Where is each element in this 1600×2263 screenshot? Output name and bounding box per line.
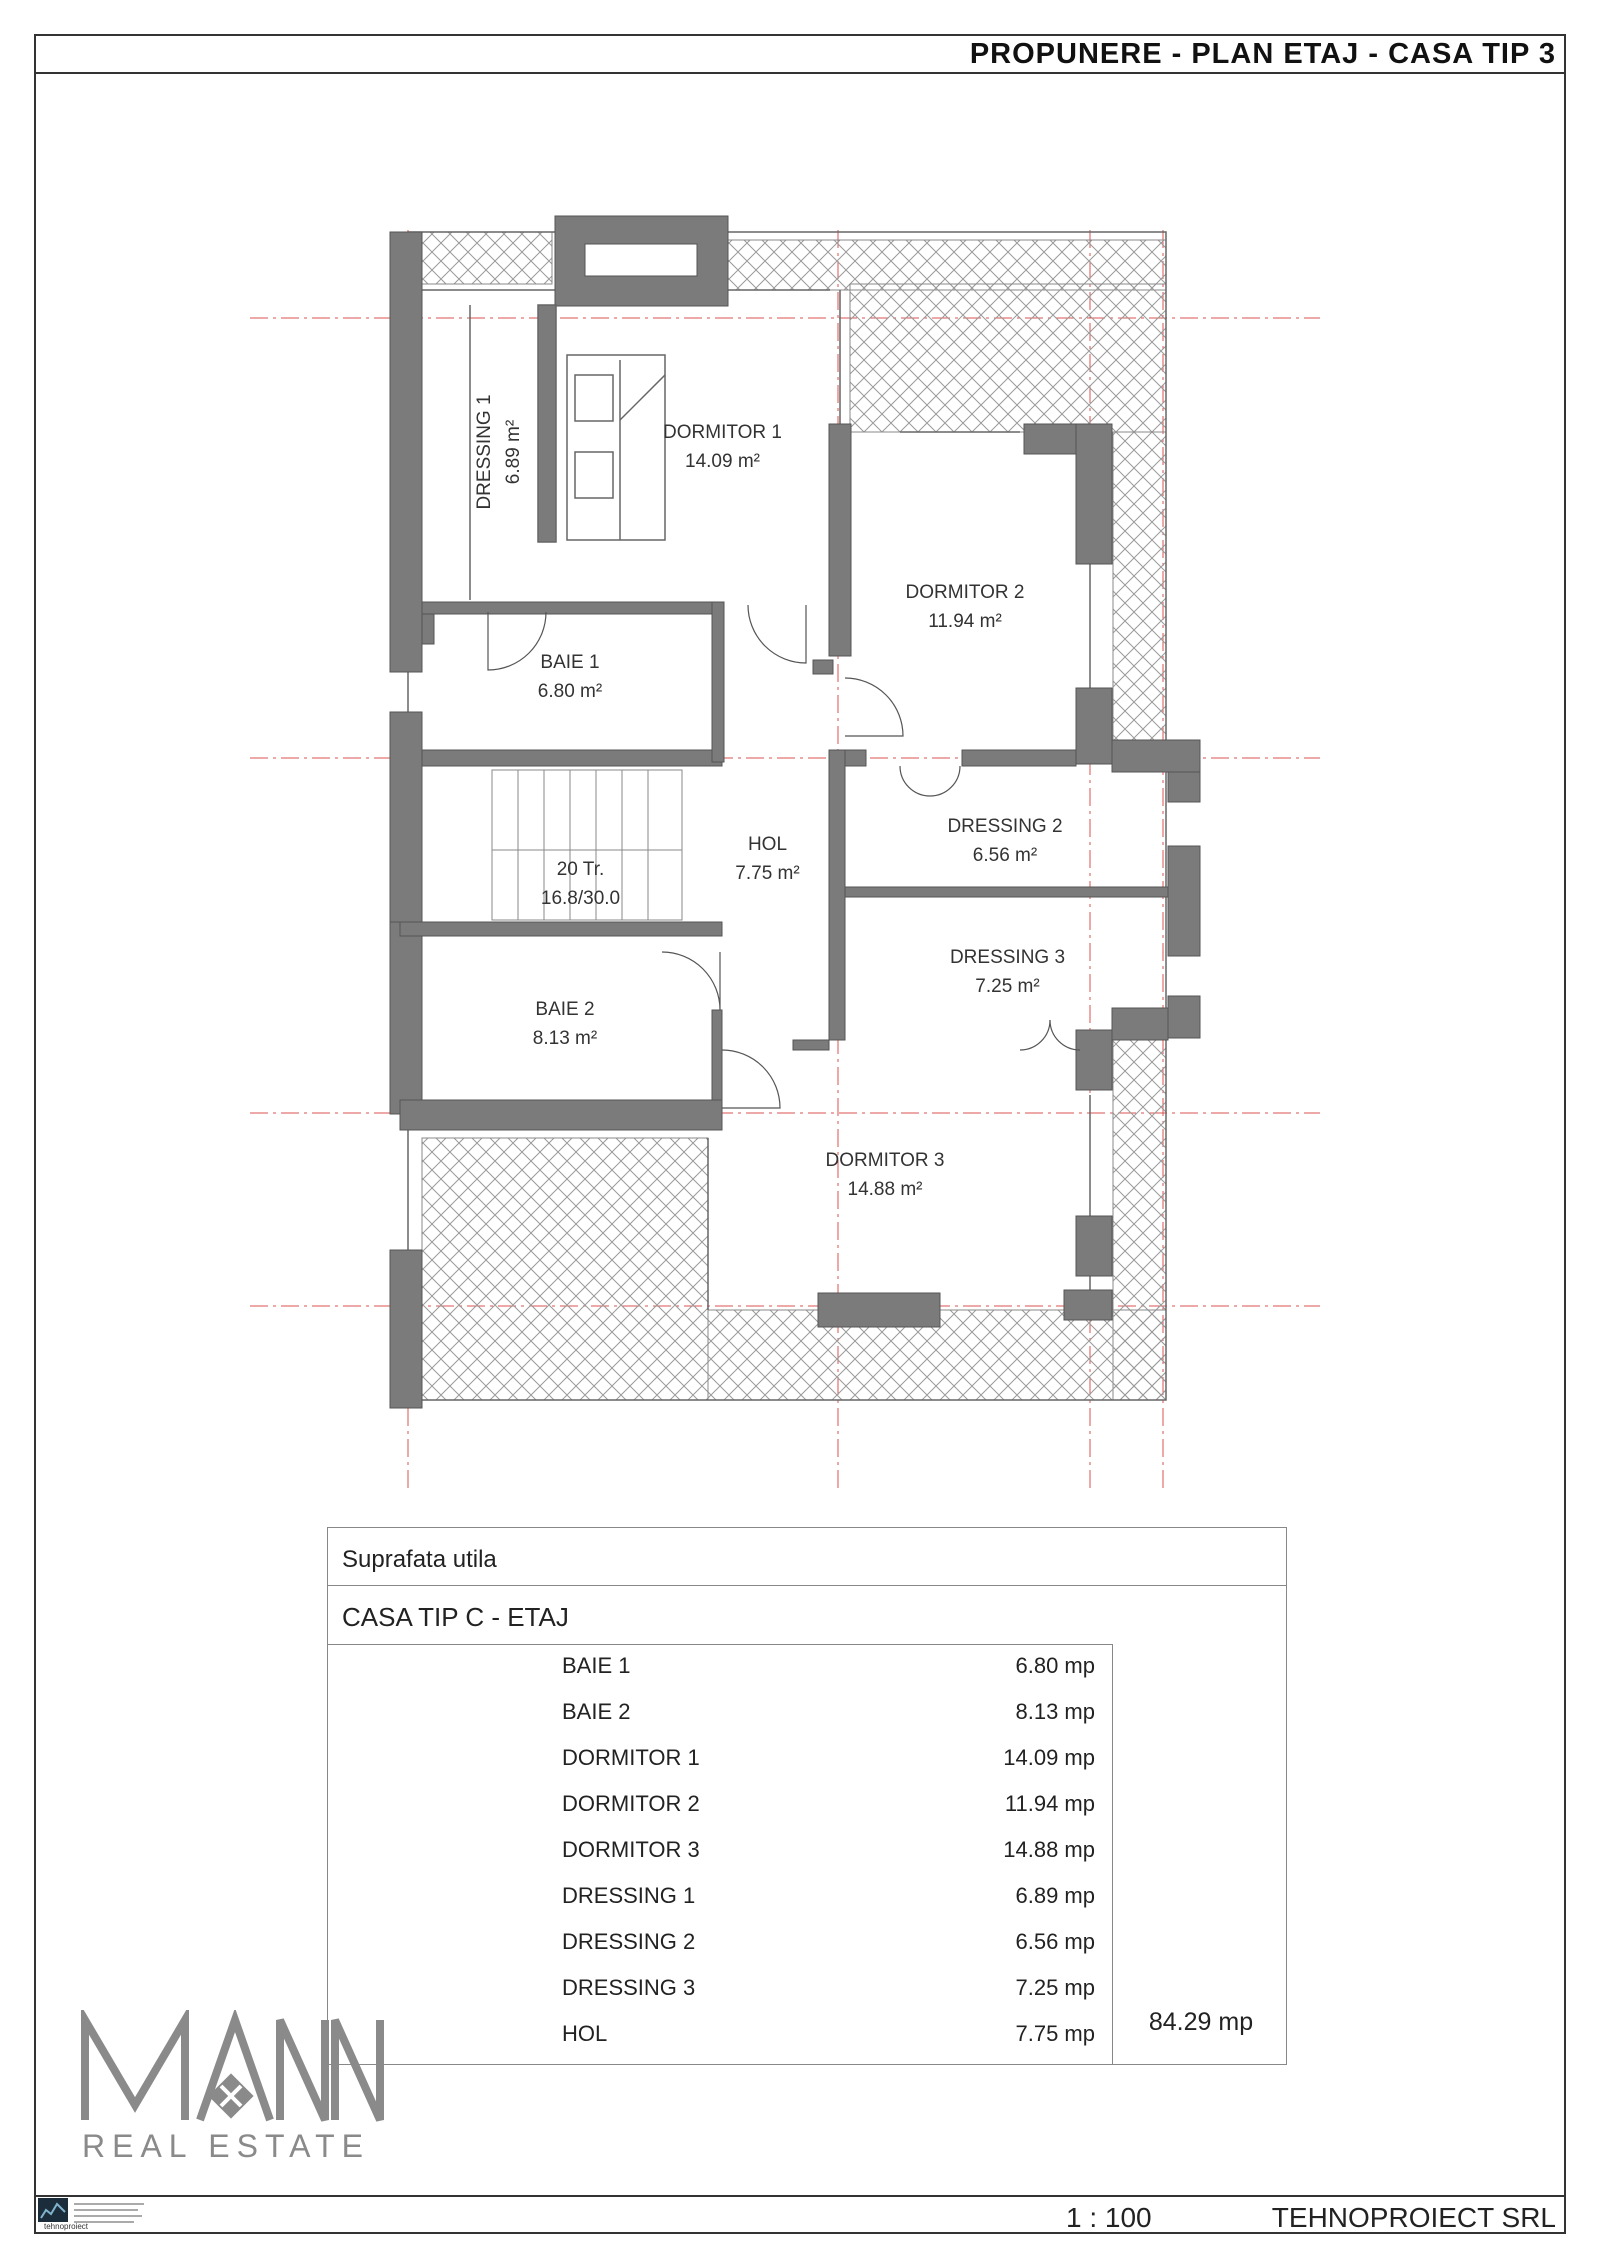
room-name: 20 Tr. [556,859,605,880]
room-name: DORMITOR 3 [825,1150,945,1171]
row-value: 14.09 mp [1003,1745,1095,1770]
table-total: 84.29 mp [1148,2008,1254,2036]
row-value: 6.56 mp [1015,1929,1095,1954]
room-name: BAIE 1 [540,652,600,673]
row-name: BAIE 2 [562,1699,631,1724]
room-name: DORMITOR 2 [905,582,1025,603]
table-row [328,1737,1113,1783]
row-value: 6.80 mp [1015,1653,1095,1678]
room-name: DRESSING 1 [474,394,495,510]
room-area: 14.88 m² [847,1179,923,1200]
scale-label: 1 : 100 [1066,2202,1152,2233]
table-body [328,1644,1113,2065]
row-name: DORMITOR 3 [562,1837,700,1862]
table-row [328,1829,1113,1875]
room-label-dormitor-2 [880,578,1050,636]
row-name: DORMITOR 1 [562,1745,700,1770]
room-area: 6.80 m² [537,681,603,702]
room-name: DORMITOR 1 [663,422,782,443]
table-row [328,1875,1113,1921]
row-name: DORMITOR 2 [562,1791,700,1816]
room-label-baie-1 [500,648,640,706]
room-area: 8.13 m² [532,1028,598,1049]
table-row [328,1691,1113,1737]
room-area: 16.8/30.0 [540,888,621,909]
table-row [328,1645,1113,1691]
room-label-dressing-2 [920,812,1090,870]
room-label-dormitor-3 [800,1146,970,1204]
row-value: 11.94 mp [1004,1791,1095,1816]
row-value: 6.89 mp [1015,1883,1095,1908]
firm-name: TEHNOPROIECT SRL [1271,2202,1556,2233]
stamp-label: tehnoproiect [44,2222,89,2231]
brand-tagline: REAL ESTATE [82,2128,371,2164]
table-row [328,1921,1113,1967]
room-area: 14.09 m² [685,451,760,472]
room-area: 11.94 m² [928,611,1002,632]
room-name: DRESSING 3 [949,947,1066,968]
room-label-hol [710,830,825,888]
footer-divider [34,2195,1566,2197]
table-row [328,2013,1113,2059]
table-row [328,1783,1113,1829]
room-area: 6.56 m² [972,845,1038,866]
room-area: 7.75 m² [735,863,800,884]
area-table [327,1527,1287,2065]
row-value: 8.13 mp [1015,1699,1095,1724]
room-label-dressing-1 [470,377,528,527]
row-name: DRESSING 2 [562,1929,696,1954]
row-name: DRESSING 3 [562,1975,696,2000]
row-value: 14.88 mp [1003,1837,1095,1862]
room-label-baie-2 [500,995,630,1053]
table-row [328,1967,1113,2013]
room-area: 7.25 m² [975,976,1040,997]
table-header: Suprafata utila [328,1528,1286,1586]
room-area: 6.89 m² [503,419,524,485]
row-name: BAIE 1 [562,1653,631,1678]
sheet-title: PROPUNERE - PLAN ETAJ - CASA TIP 3 [969,38,1556,70]
table-subheader: CASA TIP C - ETAJ [342,1602,569,1632]
row-name: DRESSING 1 [562,1883,696,1908]
room-name: HOL [747,834,788,855]
row-name: HOL [562,2021,608,2046]
row-value: 7.75 mp [1015,2021,1095,2046]
room-name: BAIE 2 [535,999,595,1020]
room-label-dressing-3 [920,943,1095,1001]
row-value: 7.25 mp [1015,1975,1095,2000]
room-label-stairs [518,855,643,913]
room-label-dormitor-1 [640,418,805,476]
room-name: DRESSING 2 [947,816,1063,837]
